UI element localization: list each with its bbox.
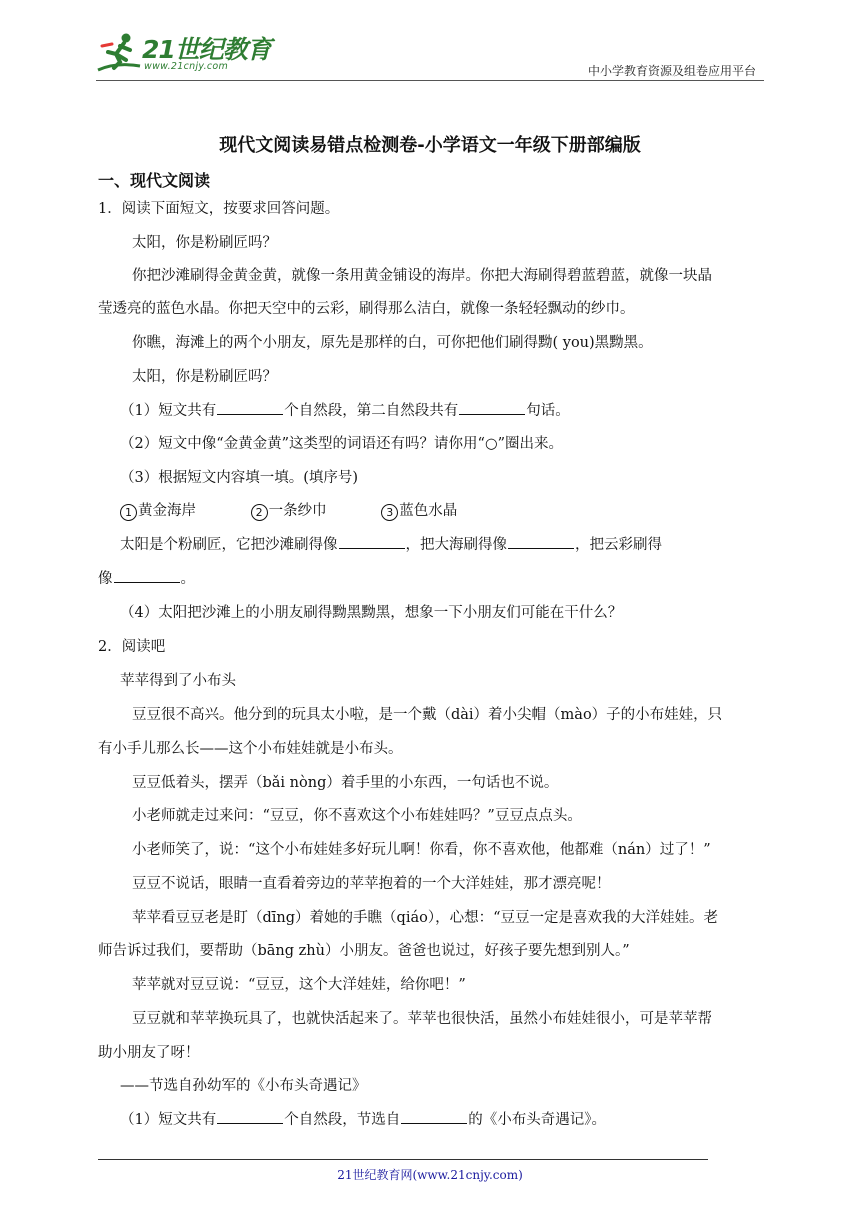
story-source: ——节选自孙幼军的《小布头奇遇记》	[120, 1078, 367, 1094]
q2-number: 2．阅读吧	[98, 639, 166, 655]
logo-url: www.21cnjy.com	[144, 61, 229, 72]
answer-blank[interactable]	[459, 400, 525, 415]
q2-paragraph: 豆豆低着头，摆弄（bǎi nòng）着手里的小东西，一句话也不说。	[132, 775, 559, 791]
q1-paragraph: 太阳，你是粉刷匠吗？	[132, 369, 277, 385]
option-text: 蓝色水晶	[399, 503, 458, 519]
section-heading: 一、现代文阅读	[98, 171, 211, 190]
q1-paragraph: 莹透亮的蓝色水晶。你把天空中的云彩，刷得那么洁白，就像一条轻轻飘动的纱巾。	[98, 301, 635, 317]
footer-divider	[98, 1159, 708, 1160]
q2-paragraph: 豆豆很不高兴。他分到的玩具太小啦，是一个戴（dài）着小尖帽（mào）子的小布娃娃，只	[132, 707, 723, 723]
question-text: ，把云彩刷得	[575, 537, 662, 553]
q1-subquestion-2: （2）短文中像“金黄金黄”这类型的词语还有吗？请你用“○”圈出来。	[120, 436, 564, 452]
site-logo	[96, 30, 276, 80]
q2-paragraph: 小老师就走过来问：“豆豆，你不喜欢这个小布娃娃吗？”豆豆点点头。	[132, 808, 582, 824]
q1-paragraph: 你把沙滩刷得金黄金黄，就像一条用黄金铺设的海岸。你把大海刷得碧蓝碧蓝，就像一块晶	[132, 268, 712, 284]
question-text: 太阳是个粉刷匠，它把沙滩刷得像	[120, 537, 338, 553]
option-text: 黄金海岸	[138, 503, 196, 519]
q1-paragraph: 你瞧，海滩上的两个小朋友，原先是那样的白，可你把他们刷得黝( you)黑黝黑。	[132, 335, 653, 351]
q1-fill-line	[120, 533, 662, 554]
q1-subquestion-3: （3）根据短文内容填一填。(填序号)	[120, 470, 359, 486]
runner-icon	[96, 32, 142, 76]
q1-paragraph: 太阳，你是粉刷匠吗？	[132, 235, 277, 251]
q2-paragraph: 豆豆就和苹苹换玩具了，也就快活起来了。苹苹也很快活，虽然小布娃娃很小，可是苹苹帮	[132, 1011, 712, 1027]
circled-number: 3	[381, 504, 398, 521]
q2-paragraph: 有小手儿那么长——这个小布娃娃就是小布头。	[98, 741, 403, 757]
q1-options	[120, 499, 507, 521]
question-text: 的《小布头奇遇记》。	[468, 1112, 606, 1128]
answer-blank[interactable]	[508, 534, 574, 549]
question-text: ，把大海刷得像	[405, 537, 507, 553]
circled-number: 1	[120, 504, 137, 521]
option-item	[251, 503, 327, 519]
question-text: （1）短文共有	[120, 1112, 217, 1128]
header-divider	[96, 80, 764, 81]
answer-blank[interactable]	[217, 1109, 283, 1124]
q1-subquestion-1	[120, 399, 570, 420]
header-platform-text: 中小学教育资源及组卷应用平台	[587, 64, 756, 78]
question-text: （1）短文共有	[120, 403, 217, 419]
q1-number: 1．阅读下面短文，按要求回答问题。	[98, 201, 340, 217]
q2-paragraph: 小老师笑了，说：“这个小布娃娃多好玩儿啊！你看，你不喜欢他，他都难（nán）过了！”	[132, 842, 711, 858]
q1-subquestion-4: （4）太阳把沙滩上的小朋友刷得黝黑黝黑，想象一下小朋友们可能在干什么？	[120, 605, 623, 621]
q2-paragraph: 苹苹看豆豆老是盯（dīng）着她的手瞧（qiáo），心想：“豆豆一定是喜欢我的大洋娃娃。老	[132, 910, 718, 926]
question-text: 像	[98, 571, 113, 587]
q2-subquestion-1	[120, 1108, 606, 1129]
answer-blank[interactable]	[114, 568, 180, 583]
option-text: 一条纱巾	[268, 503, 327, 519]
option-item	[120, 503, 196, 519]
q2-paragraph: 苹苹就对豆豆说：“豆豆，这个大洋娃娃，给你吧！”	[132, 977, 466, 993]
question-text: 个自然段，节选自	[284, 1112, 401, 1128]
q2-paragraph: 助小朋友了呀！	[98, 1045, 200, 1061]
answer-blank[interactable]	[401, 1109, 467, 1124]
answer-blank[interactable]	[217, 400, 283, 415]
story-title: 苹苹得到了小布头	[120, 673, 236, 689]
footer-text[interactable]: 21世纪教育网(www.21cnjy.com)	[337, 1168, 523, 1182]
page-title: 现代文阅读易错点检测卷-小学语文一年级下册部编版	[219, 135, 641, 156]
q2-paragraph: 豆豆不说话，眼睛一直看着旁边的苹苹抱着的一个大洋娃娃，那才漂亮呢！	[132, 876, 611, 892]
q2-paragraph: 师告诉过我们，要帮助（bāng zhù）小朋友。爸爸也说过，好孩子要先想到别人。”	[98, 943, 630, 959]
question-text: 句话。	[526, 403, 570, 419]
option-item	[381, 503, 457, 519]
circled-number: 2	[251, 504, 268, 521]
question-text: 个自然段，第二自然段共有	[284, 403, 459, 419]
answer-blank[interactable]	[339, 534, 405, 549]
logo-text: 21世纪教育	[142, 35, 271, 64]
question-text: 。	[180, 571, 195, 587]
q1-fill-line-cont	[98, 567, 195, 588]
